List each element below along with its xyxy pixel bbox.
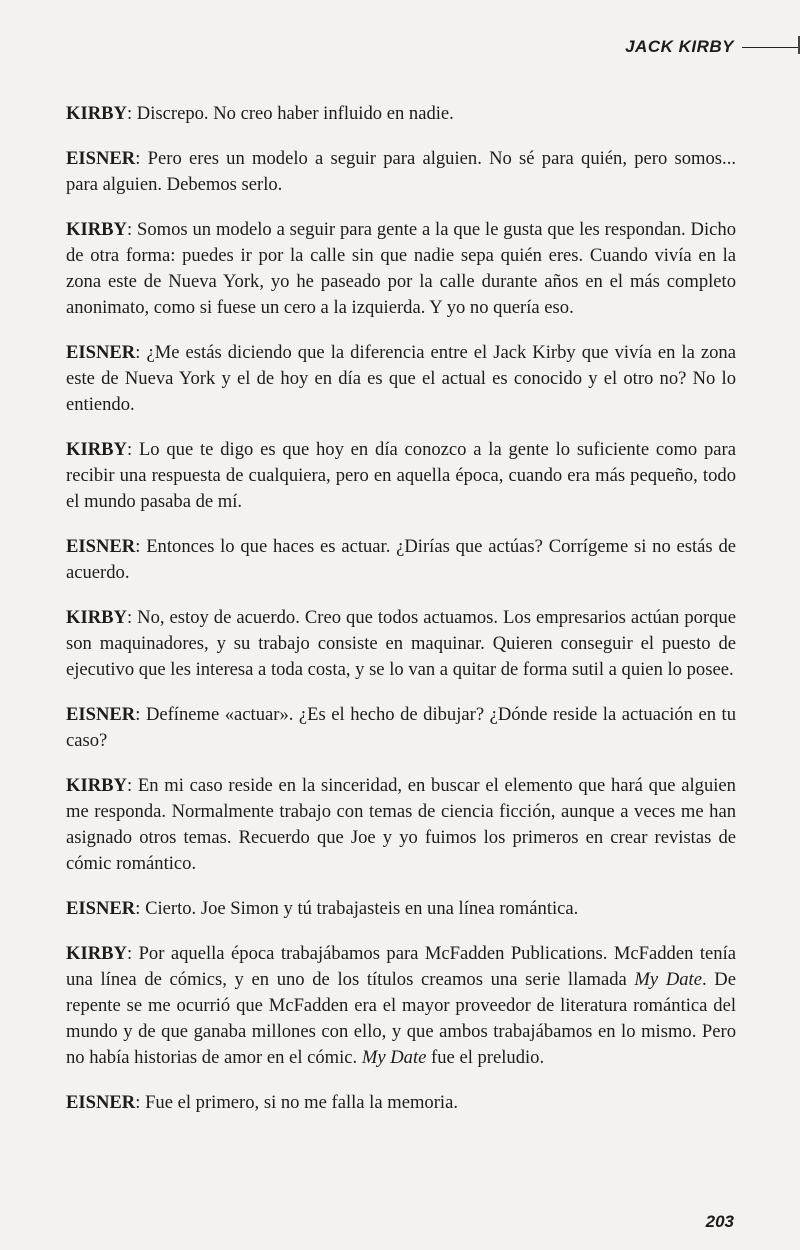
dialogue-paragraph: EISNER: Cierto. Joe Simon y tú trabajasteis en una línea romántica. [66,898,579,919]
page-number: 203 [705,1212,734,1231]
speaker-name: EISNER [66,342,136,363]
dialogue-text: ¿Me estás diciendo que la diferencia entre el Jack Kirby que vivía en la zona este de Nueva York y el de hoy en día es que el actual es conocido y el otro no? No lo entiendo. [66,342,736,415]
dialogue-paragraph: KIRBY: Lo que te digo es que hoy en día conozco a la gente lo suficiente como para recibir una respuesta de cualquiera, pero en aquella época, cuando era más pequeño, todo el mundo pasaba de mí. [66,439,736,512]
dialogue-text: . De repente se me ocurrió que McFadden era el mayor proveedor de literatura romántica del mundo y de que ganaba millones con ello, y que ambos trabajábamos en lo mismo. Pero no había historias de amor en el cómic. [66,969,736,1068]
speaker-name: KIRBY [66,103,127,124]
dialogue-text: Fue el primero, si no me falla la memoria. [145,1092,458,1113]
dialogue-text: Lo que te digo es que hoy en día conozco a la gente lo suficiente como para recibir una respuesta de cualquiera, pero en aquella época, cuando era más pequeño, todo el mundo pasaba de mí. [66,439,736,512]
dialogue-paragraph: KIRBY: En mi caso reside en la sinceridad, en buscar el elemento que hará que alguien me responda. Normalmente trabajo con temas de ciencia ficción, aunque a veces me han asignado otros temas. Recuerdo que Joe y yo fuimos los primeros en crear revistas de cómic romántico. [66,775,736,874]
interview-body [66,101,736,1135]
dialogue-text: En mi caso reside en la sinceridad, en buscar el elemento que hará que alguien me responda. Normalmente trabajo con temas de ciencia ficción, aunque a veces me han asignado otros temas. Recuerdo que Joe y yo fuimos los primeros en crear revistas de cómic romántico. [66,775,736,874]
running-header-title: JACK KIRBY [625,37,734,56]
magazine-title: My Date [361,1047,427,1068]
speaker-name: EISNER [66,1092,136,1113]
dialogue-text: Discrepo. No creo haber influido en nadie. [136,103,454,124]
dialogue-text: No, estoy de acuerdo. Creo que todos actuamos. Los empresarios actúan porque son maquinadores, y su trabajo consiste en maquinar. Quieren conseguir el puesto de ejecutivo que les interesa a toda costa, y se lo van a quitar de forma sutil a quien lo posee. [66,607,736,680]
speaker-name: KIRBY [66,607,127,628]
dialogue-paragraph: KIRBY: Por aquella época trabajábamos para McFadden Publications. McFadden tenía una línea de cómics, y en uno de los títulos creamos una serie llamada My Date. De repente se me ocurrió que McFadden era el mayor proveedor de literatura romántica del mundo y de que ganaba millones con ello, y que ambos trabajábamos en lo mismo. Pero no había historias de amor en el cómic. My Date fue el preludio. [66,943,736,1068]
speaker-name: KIRBY [66,943,127,964]
dialogue-paragraph: EISNER: Defíneme «actuar». ¿Es el hecho de dibujar? ¿Dónde reside la actuación en tu caso? [66,704,736,751]
speaker-name: KIRBY [66,775,127,796]
dialogue-text: Cierto. Joe Simon y tú trabajasteis en una línea romántica. [145,898,579,919]
header-rule [742,47,800,48]
dialogue-text: fue el preludio. [426,1047,545,1068]
dialogue-paragraph: EISNER: Pero eres un modelo a seguir para alguien. No sé para quién, pero somos... para alguien. Debemos serlo. [66,148,736,195]
dialogue-text: Pero eres un modelo a seguir para alguien. No sé para quién, pero somos... para alguien. Debemos serlo. [66,148,736,195]
dialogue-paragraph: EISNER: ¿Me estás diciendo que la diferencia entre el Jack Kirby que vivía en la zona este de Nueva York y el de hoy en día es que el actual es conocido y el otro no? No lo entiendo. [66,342,736,415]
dialogue-paragraph: KIRBY: Somos un modelo a seguir para gente a la que le gusta que les respondan. Dicho de otra forma: puedes ir por la calle sin que nadie sepa quién eres. Cuando vivía en la zona este de Nueva York, yo he paseado por la calle durante años en el más completo anonimato, como si fuese un cero a la izquierda. Y yo no quería eso. [66,219,736,318]
speaker-name: EISNER [66,898,136,919]
speaker-name: EISNER [66,704,136,725]
dialogue-text: Defíneme «actuar». ¿Es el hecho de dibujar? ¿Dónde reside la actuación en tu caso? [66,704,736,751]
speaker-name: EISNER [66,148,136,169]
dialogue-paragraph: EISNER: Entonces lo que haces es actuar. ¿Dirías que actúas? Corrígeme si no estás de acuerdo. [66,536,736,583]
dialogue-text: Entonces lo que haces es actuar. ¿Dirías que actúas? Corrígeme si no estás de acuerdo. [66,536,736,583]
dialogue-paragraph: EISNER: Fue el primero, si no me falla la memoria. [66,1092,458,1113]
dialogue-paragraph: KIRBY: No, estoy de acuerdo. Creo que todos actuamos. Los empresarios actúan porque son maquinadores, y su trabajo consiste en maquinar. Quieren conseguir el puesto de ejecutivo que les interesa a toda costa, y se lo van a quitar de forma sutil a quien lo posee. [66,607,736,680]
running-header [560,34,800,60]
dialogue-text: Por aquella época trabajábamos para McFadden Publications. McFadden tenía una línea de cómics, y en uno de los títulos creamos una serie llamada [66,943,736,990]
speaker-name: KIRBY [66,439,127,460]
dialogue-paragraph: KIRBY: Discrepo. No creo haber influido en nadie. [66,103,454,124]
speaker-name: KIRBY [66,219,127,240]
magazine-title: My Date [634,969,702,990]
speaker-name: EISNER [66,536,136,557]
dialogue-text: Somos un modelo a seguir para gente a la que le gusta que les respondan. Dicho de otra forma: puedes ir por la calle sin que nadie sepa quién eres. Cuando vivía en la zona este de Nueva York, yo he paseado por la calle durante años en el más completo anonimato, como si fuese un cero a la izquierda. Y yo no quería eso. [66,219,736,318]
